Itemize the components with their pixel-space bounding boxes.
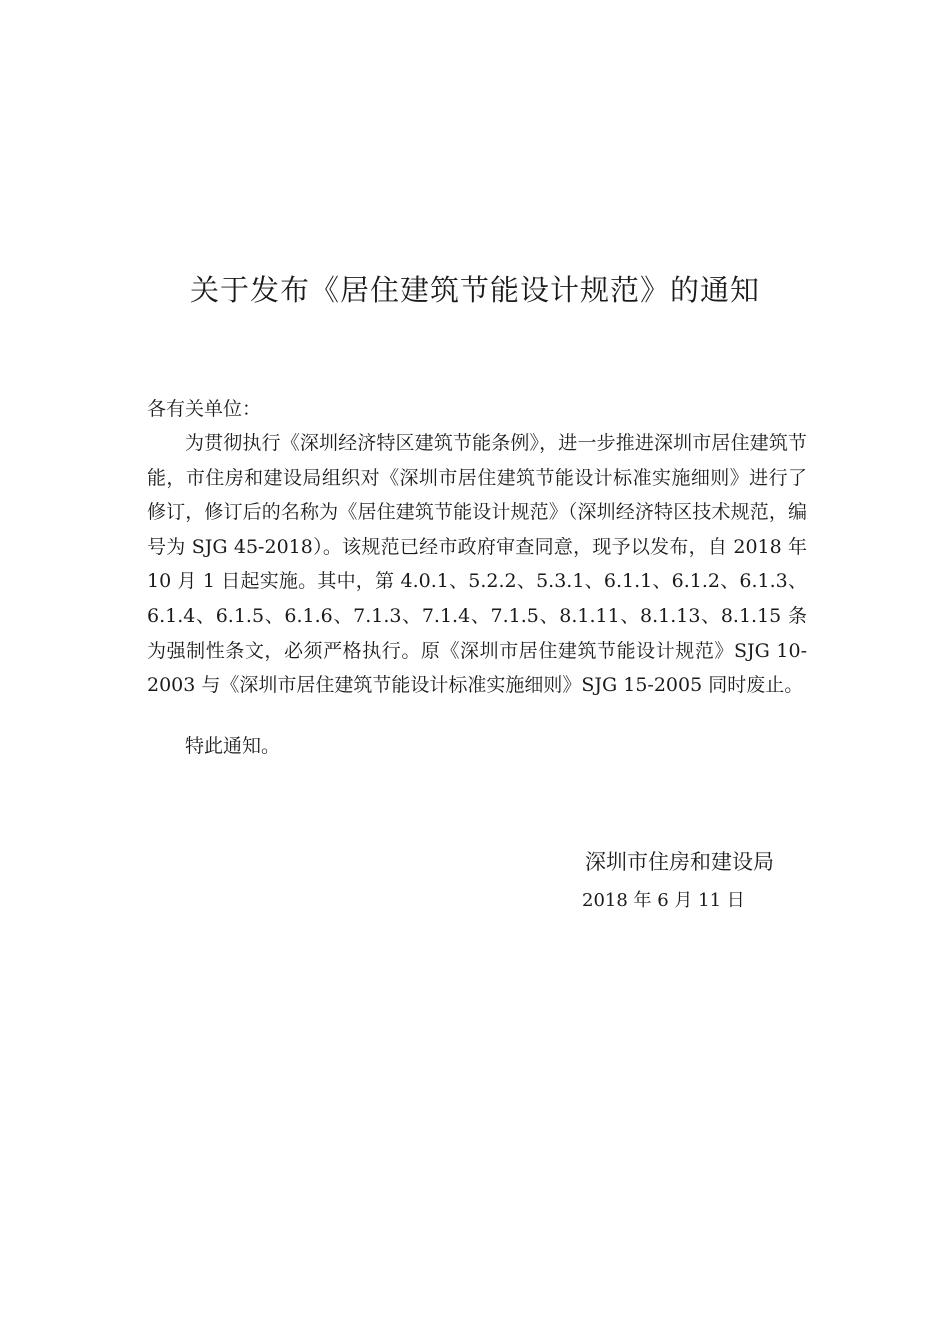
closing-line: 特此通知。	[185, 735, 281, 757]
document-title: 关于发布《居住建筑节能设计规范》的通知	[189, 273, 760, 307]
body-paragraph: 为贯彻执行《深圳经济特区建筑节能条例》，进一步推进深圳市居住建筑节能，市住房和建设局组织对《深圳市居住建筑节能设计标准实施细则》进行了修订，修订后的名称为《居住建筑节能设计规范》（深圳经济特区技术规范，编号为 SJG 45-2018）。该规范已经市政府审查同意，现予以发布，自 2018 年 10 月 1 日起实施。其中，第 4.0.1、5.2.2、5.3.1、6.1.1、6.1.2、6.1.3、6.1.4、6.1.5、6.1.6、7.1.3、7.1.4、7.1.5、8.1.11、8.1.13、8.1.15 条为强制性条文，必须严格执行。原《深圳市居住建筑节能设计规范》SJG 10-2003 与《深圳市居住建筑节能设计标准实施细则》SJG 15-2005 同时废止。	[147, 432, 807, 697]
issue-date: 2018 年 6 月 11 日	[582, 890, 745, 911]
salutation: 各有关单位：	[147, 398, 262, 420]
issuer-name: 深圳市住房和建设局	[585, 850, 774, 874]
